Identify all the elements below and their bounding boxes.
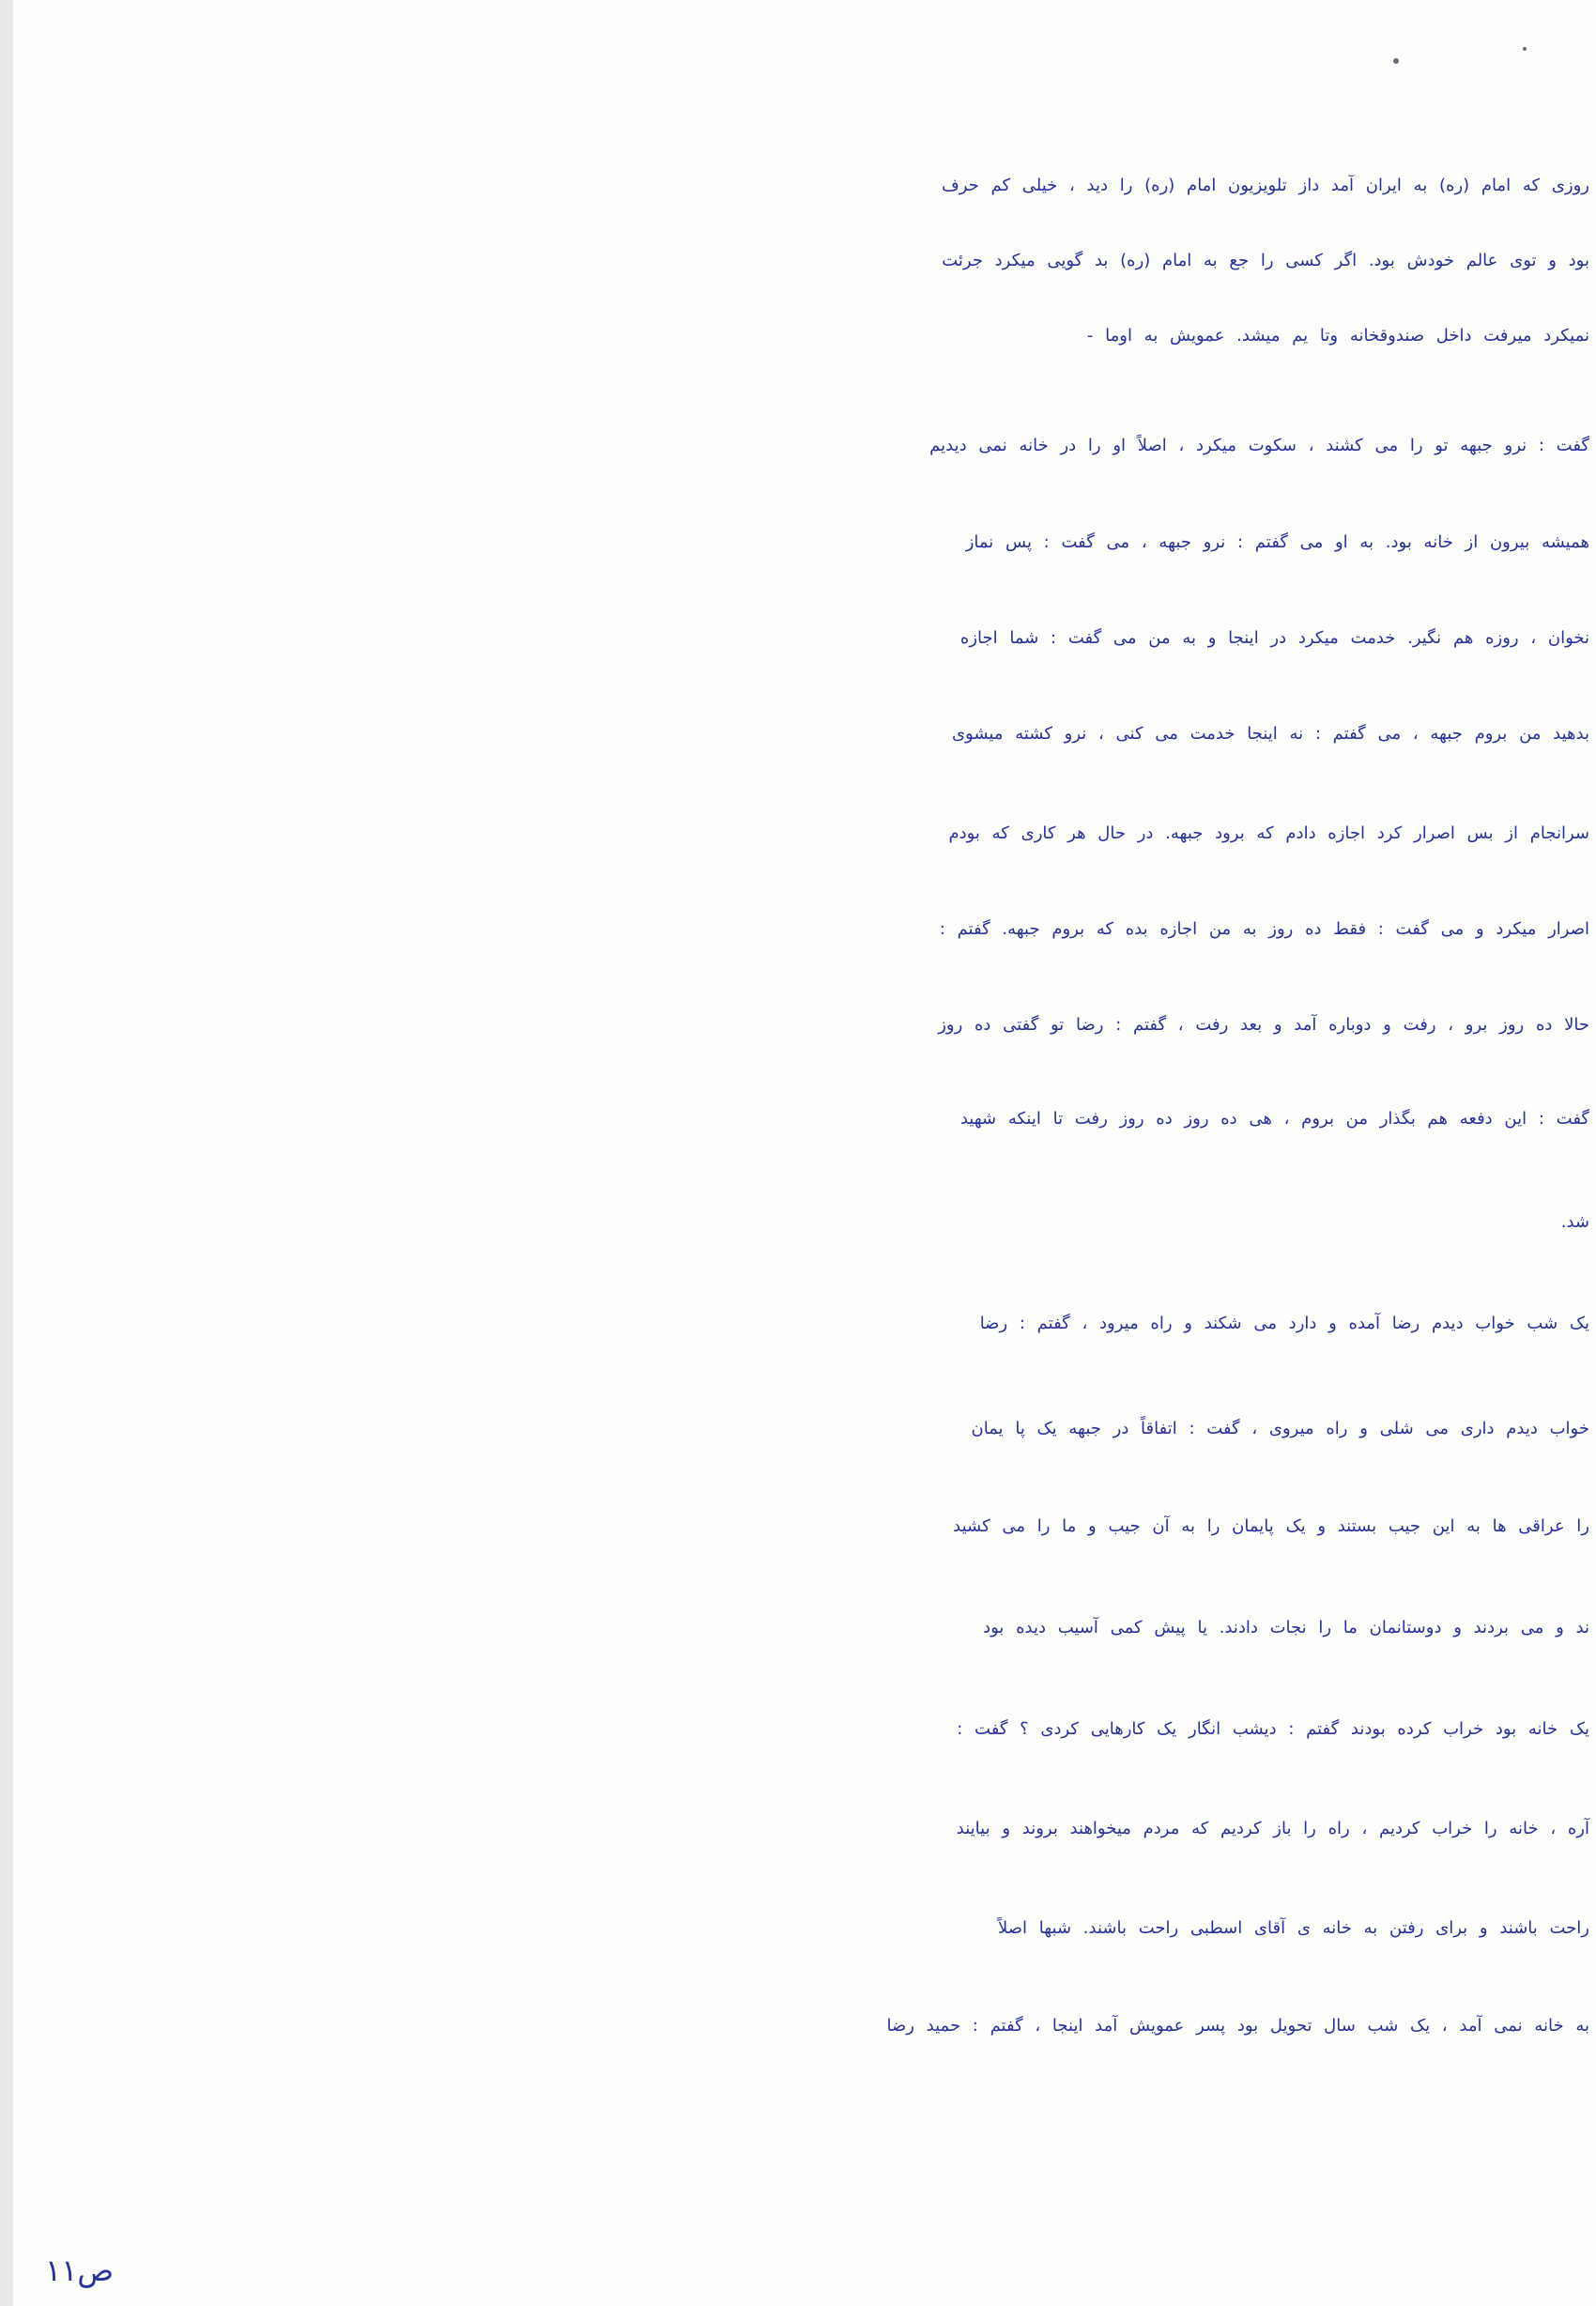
text-line-15: را عراقی ها به این جیب بستند و یک پایمان را به آن جیب و ما را می کشید (953, 1516, 1589, 1536)
text-line-4: گفت : نرو جبهه تو را می کشند ، سکوت میکرد ، اصلاً او را در خانه نمی دیدیم (929, 436, 1589, 455)
text-line-2: بود و توی عالم خودش بود. اگر کسی را جع به امام (ره) بد گویی میکرد جرئت (942, 251, 1589, 270)
text-line-7: بدهید من بروم جبهه ، می گفتم : نه اینجا خدمت می کنی ، نرو کشته میشوی (951, 724, 1589, 744)
text-line-16: ند و می بردند و دوستانمان ما را نجات دادند. یا پیش کمی آسیب دیده بود (983, 1618, 1589, 1637)
text-line-13: یک شب خواب دیدم رضا آمده و دارد می شکند و راه میرود ، گفتم : رضا (979, 1314, 1589, 1333)
text-line-12: شد. (1560, 1212, 1589, 1232)
ink-speck (1393, 58, 1399, 64)
text-line-10: حالا ده روز برو ، رفت و دوباره آمد و بعد رفت ، گفتم : رضا تو گفتی ده روز (938, 1015, 1589, 1035)
text-line-14: خواب دیدم داری می شلی و راه میروی ، گفت : اتفاقاً در جبهه یک پا یمان (971, 1419, 1589, 1438)
text-line-11: گفت : این دفعه هم بگذار من بروم ، هی ده روز ده روز رفت تا اینکه شهید (959, 1109, 1589, 1129)
text-line-9: اصرار میکرد و می گفت : فقط ده روز به من اجازه بده که بروم جبهه. گفتم : (939, 919, 1589, 939)
page-number: ص۱۱ (45, 2252, 115, 2288)
text-line-17: یک خانه بود خراب کرده بودند گفتم : دیشب انگار یک کارهایی کردی ؟ گفت : (957, 1719, 1589, 1739)
text-line-5: همیشه بیرون از خانه بود. به او می گفتم : نرو جبهه ، می گفت : پس نماز (965, 532, 1589, 552)
ink-speck (1523, 47, 1527, 51)
text-line-1: روزی که امام (ره) به ایران آمد داز تلویزیون امام (ره) را دید ، خیلی کم حرف (942, 176, 1589, 195)
text-line-20: به خانه نمی آمد ، یک شب سال تحویل بود پسر عمویش آمد اینجا ، گفتم : حمید رضا (886, 2016, 1589, 2036)
text-line-19: راحت باشند و برای رفتن به خانه ی آقای اسطبی راحت باشند. شبها اصلاً (998, 1918, 1589, 1938)
text-line-18: آره ، خانه را خراب کردیم ، راه را باز کردیم که مردم میخواهند بروند و بیایند (956, 1819, 1589, 1838)
text-line-6: نخوان ، روزه هم نگیر. خدمت میکرد در اینجا و به من می گفت : شما اجازه (959, 628, 1589, 648)
text-line-8: سرانجام از بس اصرار کرد اجازه دادم که برود جبهه. در حال هر کاری که بودم (948, 823, 1589, 843)
text-line-3: نمیکرد میرفت داخل صندوقخانه وتا یم میشد. عمویش به اوما - (1086, 326, 1589, 346)
